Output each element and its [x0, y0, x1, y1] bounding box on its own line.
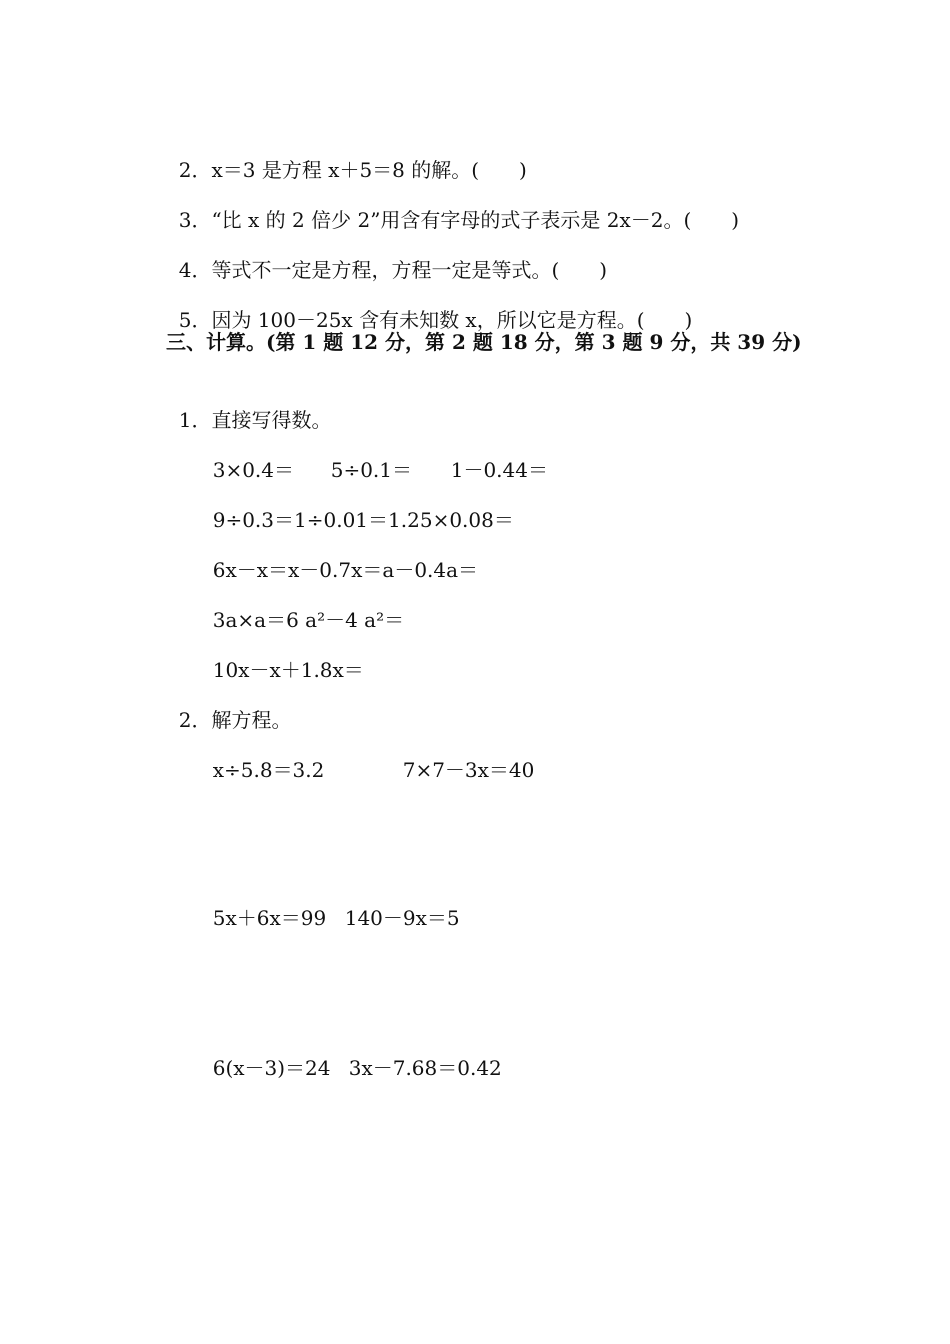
item-number: 5． [178, 308, 212, 332]
oral-calc-item: a－0.4a＝ [382, 558, 479, 582]
oral-calc-item: 3a×a＝ [212, 608, 287, 632]
question-1-title [166, 378, 331, 434]
section-title: 三、计算。(第 1 题 12 分，第 2 题 18 分，第 3 题 9 分，共 39 分) [166, 330, 802, 354]
equation: 140－9x＝5 [344, 906, 460, 930]
item-text: 因为 100－25x 含有未知数 x，所以它是方程。( ) [211, 308, 693, 332]
oral-calc-item: 9÷0.3＝ [212, 508, 295, 532]
oral-calc-item: 6 a²－4 a²＝ [286, 608, 405, 632]
judgement-item-2 [166, 128, 527, 184]
question-text: 解方程。 [211, 708, 292, 732]
oral-calc-item: 6x－x＝ [212, 558, 289, 582]
oral-calc-item: 1.25×0.08＝ [388, 508, 514, 532]
oral-calc-row-5 [200, 628, 364, 684]
equation-row-1 [200, 728, 534, 784]
oral-calc-row-2 [200, 478, 514, 534]
item-text: “比 x 的 2 倍少 2”用含有字母的式子表示是 2x－2。( ) [211, 208, 740, 232]
equation: 5x＋6x＝99 [212, 906, 327, 930]
item-number: 2． [178, 158, 212, 182]
question-number: 1． [178, 408, 212, 432]
oral-calc-item: 1÷0.01＝ [294, 508, 389, 532]
equation: 3x－7.68＝0.42 [348, 1056, 502, 1080]
oral-calc-item: 5÷0.1＝ [330, 458, 413, 482]
question-text: 直接写得数。 [211, 408, 332, 432]
oral-calc-item: x－0.7x＝ [288, 558, 383, 582]
equation-row-3 [200, 1026, 502, 1082]
oral-calc-row-3 [200, 528, 478, 584]
item-number: 4． [178, 258, 212, 282]
item-text: 等式不一定是方程，方程一定是等式。( ) [211, 258, 608, 282]
question-2-title [166, 678, 291, 734]
judgement-item-3 [166, 178, 739, 234]
oral-calc-row-1 [200, 428, 548, 484]
judgement-item-5 [166, 278, 692, 334]
equation-row-2 [200, 876, 460, 932]
oral-calc-item: 3×0.4＝ [212, 458, 295, 482]
equation: 7×7－3x＝40 [402, 758, 535, 782]
item-text: x＝3 是方程 x＋5＝8 的解。( ) [211, 158, 527, 182]
item-number: 3． [178, 208, 212, 232]
oral-calc-row-4 [200, 578, 404, 634]
equation: 6(x－3)＝24 [212, 1056, 331, 1080]
equation: x÷5.8＝3.2 [212, 758, 325, 782]
oral-calc-item: 1－0.44＝ [450, 458, 548, 482]
judgement-item-4 [166, 228, 607, 284]
question-number: 2． [178, 708, 212, 732]
oral-calc-item: 10x－x＋1.8x＝ [212, 658, 364, 682]
